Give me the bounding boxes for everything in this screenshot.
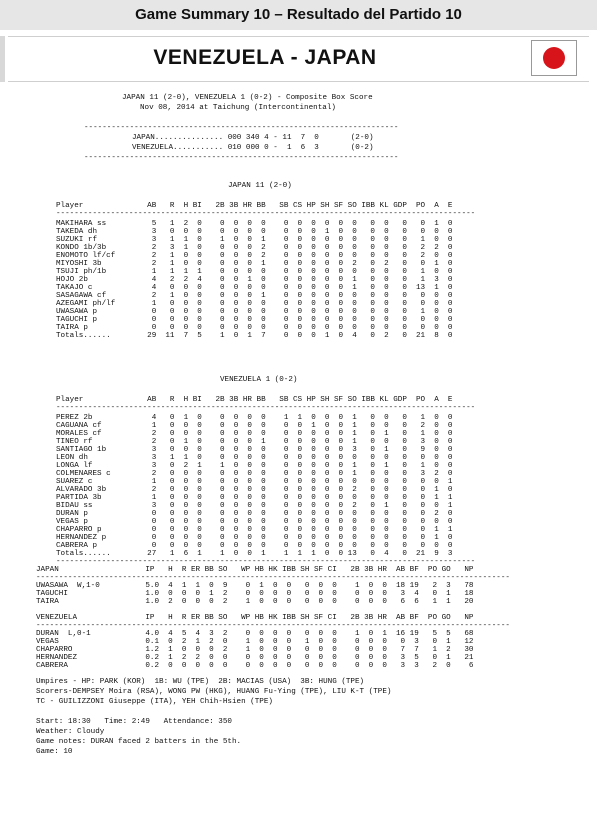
box-line: HERNANDEZ p 0 0 0 0 0 0 0 0 0 0 0 0 0 0 0 0 0 0 1 0 bbox=[56, 534, 453, 542]
box-line: Player AB R H BI 2B 3B HR BB SB CS HP SH SF SO IBB KL GDP PO A E bbox=[56, 202, 453, 210]
box-line: JAPAN 11 (2-0), VENEZUELA 1 (0-2) - Composite Box Score bbox=[122, 94, 373, 102]
box-line: TAGUCHI p 0 0 0 0 0 0 0 0 0 0 0 0 0 0 0 0 0 0 0 0 bbox=[56, 316, 453, 324]
box-line: UWASAWA p 0 0 0 0 0 0 0 0 0 0 0 0 0 0 0 0 0 1 0 0 bbox=[56, 308, 453, 316]
box-line: Totals...... 27 1 6 1 1 0 0 1 1 1 1 0 0 13 0 4 0 21 9 3 bbox=[56, 550, 453, 558]
box-line: SUZUKI rf 3 1 1 0 1 0 0 1 0 0 0 0 0 0 0 0 0 1 0 0 bbox=[56, 236, 453, 244]
box-line: Weather: Cloudy bbox=[36, 728, 105, 736]
box-line: DURAN p 0 0 0 0 0 0 0 0 0 0 0 0 0 0 0 0 0 0 2 0 bbox=[56, 510, 453, 518]
box-line: Game notes: DURAN faced 2 batters in the 5th. bbox=[36, 738, 242, 746]
box-line: DURAN L,0-1 4.0 4 5 4 3 2 0 0 0 0 0 0 0 1 0 1 16 19 5 5 68 bbox=[36, 630, 474, 638]
box-line: MORALES cf 2 0 0 0 0 0 0 0 0 0 0 0 0 1 0 1 0 1 0 0 bbox=[56, 430, 453, 438]
box-line: CABRERA 0.2 0 0 0 0 0 0 0 0 0 0 0 0 0 0 0 3 3 2 0 6 bbox=[36, 662, 474, 670]
flag-disc bbox=[543, 47, 565, 69]
box-line: TAIRA p 0 0 0 0 0 0 0 0 0 0 0 0 0 0 0 0 0 0 0 0 bbox=[56, 324, 453, 332]
box-line: VENEZUELA 1 (0-2) bbox=[220, 376, 298, 384]
box-line: HOJO 2b 4 2 2 4 0 0 1 0 0 0 0 0 0 1 0 0 0 1 3 0 bbox=[56, 276, 453, 284]
box-line: VENEZUELA........... 010 000 0 - 1 6 3 (0-2) bbox=[132, 144, 374, 152]
box-line: VENEZUELA IP H R ER BB SO WP HB HK IBB SH SF CI 2B 3B HR AB BF PO GO NP bbox=[36, 614, 474, 622]
box-line: MAKIHARA ss 5 1 2 0 0 0 0 0 0 0 0 0 0 0 0 0 0 0 1 0 bbox=[56, 220, 453, 228]
box-line: -------------------------------------------------------------------------------------------- bbox=[56, 404, 476, 412]
box-line: CABRERA p 0 0 0 0 0 0 0 0 0 0 0 0 0 0 0 0 0 0 0 0 bbox=[56, 542, 453, 550]
box-line: SASAGAWA cf 2 1 0 0 0 0 0 1 0 0 0 0 0 0 0 0 0 0 0 0 bbox=[56, 292, 453, 300]
box-line: --------------------------------------------------------------------- bbox=[84, 124, 399, 132]
box-line: ALVARADO 3b 2 0 0 0 0 0 0 0 0 0 0 0 0 2 0 0 0 0 1 0 bbox=[56, 486, 453, 494]
box-line: PEREZ 2b 4 0 1 0 0 0 0 0 1 1 0 0 0 1 0 0 0 1 0 0 bbox=[56, 414, 453, 422]
box-line: UWASAWA W,1-0 5.0 4 1 1 0 9 0 1 0 0 0 0 0 1 0 0 18 19 2 3 78 bbox=[36, 582, 474, 590]
box-line: Umpires - HP: PARK (KOR) 1B: WU (TPE) 2B: MACIAS (USA) 3B: HUNG (TPE) bbox=[36, 678, 365, 686]
box-line: --------------------------------------------------------------------- bbox=[84, 154, 399, 162]
box-line: LONGA lf 3 0 2 1 1 0 0 0 0 0 0 0 0 1 0 1 0 1 0 0 bbox=[56, 462, 453, 470]
box-line: SANTIAGO 1b 3 0 0 0 0 0 0 0 0 0 0 0 0 3 0 1 0 9 0 0 bbox=[56, 446, 453, 454]
box-line: HERNANDEZ 0.2 1 2 2 0 0 0 0 0 0 0 0 0 0 0 0 3 5 0 1 21 bbox=[36, 654, 474, 662]
box-line: SUAREZ c 1 0 0 0 0 0 0 0 0 0 0 0 0 0 0 0 0 0 0 1 bbox=[56, 478, 453, 486]
box-line: Player AB R H BI 2B 3B HR BB SB CS HP SH SF SO IBB KL GDP PO A E bbox=[56, 396, 453, 404]
box-line: TC - GUILIZZONI Giuseppe (ITA), YEH Chih-Hsien (TPE) bbox=[36, 698, 273, 706]
box-line: TAIRA 1.0 2 0 0 0 2 1 0 0 0 0 0 0 0 0 0 6 6 1 1 20 bbox=[36, 598, 474, 606]
box-line: PARTIDA 3b 1 0 0 0 0 0 0 0 0 0 0 0 0 0 0 0 0 0 1 1 bbox=[56, 494, 453, 502]
box-line: Start: 18:30 Time: 2:49 Attendance: 350 bbox=[36, 718, 232, 726]
box-line: CHAPARRO p 0 0 0 0 0 0 0 0 0 0 0 0 0 0 0 0 0 0 1 1 bbox=[56, 526, 453, 534]
box-line: -------------------------------------------------------------------------------------------- bbox=[56, 210, 476, 218]
banner-bar bbox=[0, 0, 597, 30]
box-line: Game: 10 bbox=[36, 748, 73, 756]
box-line: VEGAS 0.1 0 2 1 2 0 1 0 0 0 1 0 0 0 0 0 0 3 0 1 12 bbox=[36, 638, 474, 646]
box-line: -------------------------------------------------------------------------------------------------------- bbox=[36, 622, 510, 630]
box-line: CAGUANA cf 1 0 0 0 0 0 0 0 0 0 1 0 0 1 0 0 0 2 0 0 bbox=[56, 422, 453, 430]
box-line: JAPAN IP H R ER BB SO WP HB HK IBB SH SF CI 2B 3B HR AB BF PO GO NP bbox=[36, 566, 474, 574]
box-line: JAPAN............... 000 340 4 - 11 7 0 (2-0) bbox=[132, 134, 374, 142]
box-line: KONDO 1b/3b 2 3 1 0 0 0 0 2 0 0 0 0 0 0 0 0 0 2 2 0 bbox=[56, 244, 453, 252]
box-line: LEON dh 3 1 1 0 0 0 0 0 0 0 0 0 0 0 0 0 0 0 0 0 bbox=[56, 454, 453, 462]
box-line: TAGUCHI 1.0 0 0 0 1 2 0 0 0 0 0 0 0 0 0 0 3 4 0 1 18 bbox=[36, 590, 474, 598]
box-line: -------------------------------------------------------------------------------------------------------- bbox=[36, 574, 510, 582]
box-line: AZEGAMI ph/lf 1 0 0 0 0 0 0 0 0 0 0 0 0 0 0 0 0 0 0 0 bbox=[56, 300, 453, 308]
box-line: TSUJI ph/1b 1 1 1 1 0 0 0 0 0 0 0 0 0 0 0 0 0 1 0 0 bbox=[56, 268, 453, 276]
box-line: TAKEDA dh 3 0 0 0 0 0 0 0 0 0 0 1 0 0 0 0 0 0 0 0 bbox=[56, 228, 453, 236]
banner-title: Game Summary 10 – Resultado del Partido 10 bbox=[135, 6, 462, 23]
box-line: TINEO rf 2 0 1 0 0 0 0 1 0 0 0 0 0 1 0 0 0 3 0 0 bbox=[56, 438, 453, 446]
box-line: JAPAN 11 (2-0) bbox=[228, 182, 292, 190]
box-line: VEGAS p 0 0 0 0 0 0 0 0 0 0 0 0 0 0 0 0 0 0 0 0 bbox=[56, 518, 453, 526]
box-line: -------------------------------------------------------------------------------------------- bbox=[56, 558, 476, 566]
box-line: ENOMOTO lf/cf 2 1 0 0 0 0 0 2 0 0 0 0 0 0 0 0 0 2 0 0 bbox=[56, 252, 453, 260]
box-line: COLMENARES c 2 0 0 0 0 0 0 0 0 0 0 0 0 1 0 0 0 3 2 0 bbox=[56, 470, 453, 478]
box-line: TAKAJO c 4 0 0 0 0 0 0 0 0 0 0 0 0 1 0 0 0 13 1 0 bbox=[56, 284, 453, 292]
page-title: VENEZUELA - JAPAN bbox=[153, 46, 377, 69]
box-line: MIYOSHI 3b 2 1 0 0 0 0 0 1 0 0 0 0 0 2 0 2 0 0 1 0 bbox=[56, 260, 453, 268]
japan-flag-icon bbox=[531, 40, 577, 76]
box-line: Totals...... 29 11 7 5 1 0 1 7 0 0 0 1 0 4 0 2 0 21 8 0 bbox=[56, 332, 453, 340]
box-line: Scorers-DEMPSEY Moira (RSA), WONG PW (HKG), HUANG Fu-Ying (TPE), LIU K-T (TPE) bbox=[36, 688, 392, 696]
box-line: CHAPARRO 1.2 1 0 0 0 2 1 0 0 0 0 0 0 0 0 0 7 7 1 2 30 bbox=[36, 646, 474, 654]
box-line: Nov 08, 2014 at Taichung (Intercontinental) bbox=[140, 104, 336, 112]
box-line: BIDAU ss 3 0 0 0 0 0 0 0 0 0 0 0 0 2 0 1 0 0 0 1 bbox=[56, 502, 453, 510]
